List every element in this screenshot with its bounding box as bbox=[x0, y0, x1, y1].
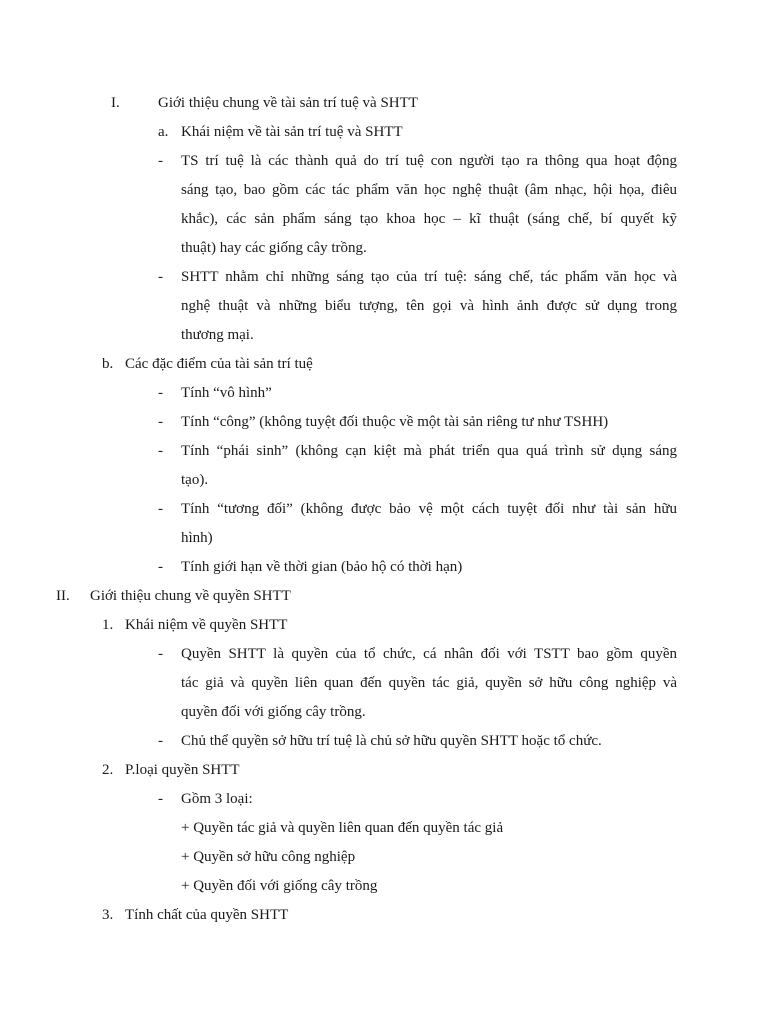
bullet-line: Tính “vô hình” bbox=[181, 385, 272, 401]
bullet-marker: - bbox=[158, 559, 163, 575]
sub-1-title: Khái niệm về quyền SHTT bbox=[125, 617, 288, 633]
plus-item: + Quyền đối với giống cây trồng bbox=[181, 878, 378, 894]
bullet-line: Quyền SHTT là quyền của tổ chức, cá nhân đối với TSTT bao gồm quyền bbox=[181, 646, 677, 662]
bullet-marker: - bbox=[158, 791, 163, 807]
bullet-line: Tính giới hạn về thời gian (bảo hộ có thời hạn) bbox=[181, 559, 463, 575]
sub-b-marker: b. bbox=[102, 356, 114, 372]
bullet-line: thuật) hay các giống cây trồng. bbox=[181, 240, 367, 256]
bullet-line: hình) bbox=[181, 530, 213, 546]
sub-b-title: Các đặc điểm của tài sản trí tuệ bbox=[125, 356, 313, 372]
bullet-line: tác giả và quyền liên quan đến quyền tác giả, quyền sở hữu công nghiệp và bbox=[181, 675, 677, 691]
sub-a-marker: a. bbox=[158, 124, 169, 140]
sub-2-marker: 2. bbox=[102, 762, 114, 778]
sub-3-title: Tính chất của quyền SHTT bbox=[125, 907, 289, 923]
plus-item: + Quyền sở hữu công nghiệp bbox=[181, 849, 356, 865]
section-2-title: Giới thiệu chung về quyền SHTT bbox=[90, 588, 291, 604]
sub-1-marker: 1. bbox=[102, 617, 114, 633]
bullet-marker: - bbox=[158, 733, 163, 749]
bullet-line: Tính “công” (không tuyệt đối thuộc về một tài sản riêng tư như TSHH) bbox=[181, 414, 609, 430]
bullet-marker: - bbox=[158, 501, 163, 517]
section-1-title: Giới thiệu chung về tài sản trí tuệ và SHTT bbox=[158, 95, 418, 111]
section-1-marker: I. bbox=[111, 95, 120, 111]
bullet-line: quyền đối với giống cây trồng. bbox=[181, 704, 366, 720]
bullet-line: thương mại. bbox=[181, 327, 254, 343]
bullet-line: khắc), các sản phẩm sáng tạo khoa học – kĩ thuật (sáng chế, bí quyết kỹ bbox=[181, 211, 677, 227]
section-2-marker: II. bbox=[56, 588, 70, 604]
bullet-marker: - bbox=[158, 646, 163, 662]
bullet-marker: - bbox=[158, 385, 163, 401]
bullet-marker: - bbox=[158, 269, 163, 285]
bullet-line: tạo). bbox=[181, 472, 209, 488]
sub-3-marker: 3. bbox=[102, 907, 114, 923]
plus-item: + Quyền tác giả và quyền liên quan đến quyền tác giả bbox=[181, 820, 504, 836]
bullet-line: Gồm 3 loại: bbox=[181, 791, 253, 807]
bullet-marker: - bbox=[158, 414, 163, 430]
sub-2-title: P.loại quyền SHTT bbox=[125, 762, 240, 778]
bullet-marker: - bbox=[158, 153, 163, 169]
sub-a-title: Khái niệm về tài sản trí tuệ và SHTT bbox=[181, 124, 403, 140]
bullet-line: Chủ thể quyền sở hữu trí tuệ là chủ sở hữu quyền SHTT hoặc tổ chức. bbox=[181, 733, 602, 749]
bullet-marker: - bbox=[158, 443, 163, 459]
bullet-line: nghệ thuật và những biểu tượng, tên gọi và hình ảnh được sử dụng trong bbox=[181, 298, 677, 314]
bullet-line: Tính “tương đối” (không được bảo vệ một cách tuyệt đối như tài sản hữu bbox=[181, 501, 677, 517]
bullet-line: TS trí tuệ là các thành quả do trí tuệ con người tạo ra thông qua hoạt động bbox=[181, 153, 677, 169]
bullet-line: sáng tạo, bao gồm các tác phẩm văn học nghệ thuật (âm nhạc, hội họa, điêu bbox=[181, 182, 677, 198]
bullet-line: SHTT nhằm chỉ những sáng tạo của trí tuệ: sáng chế, tác phẩm văn học và bbox=[181, 269, 677, 285]
bullet-line: Tính “phái sinh” (không cạn kiệt mà phát triển qua quá trình sử dụng sáng bbox=[181, 443, 677, 459]
